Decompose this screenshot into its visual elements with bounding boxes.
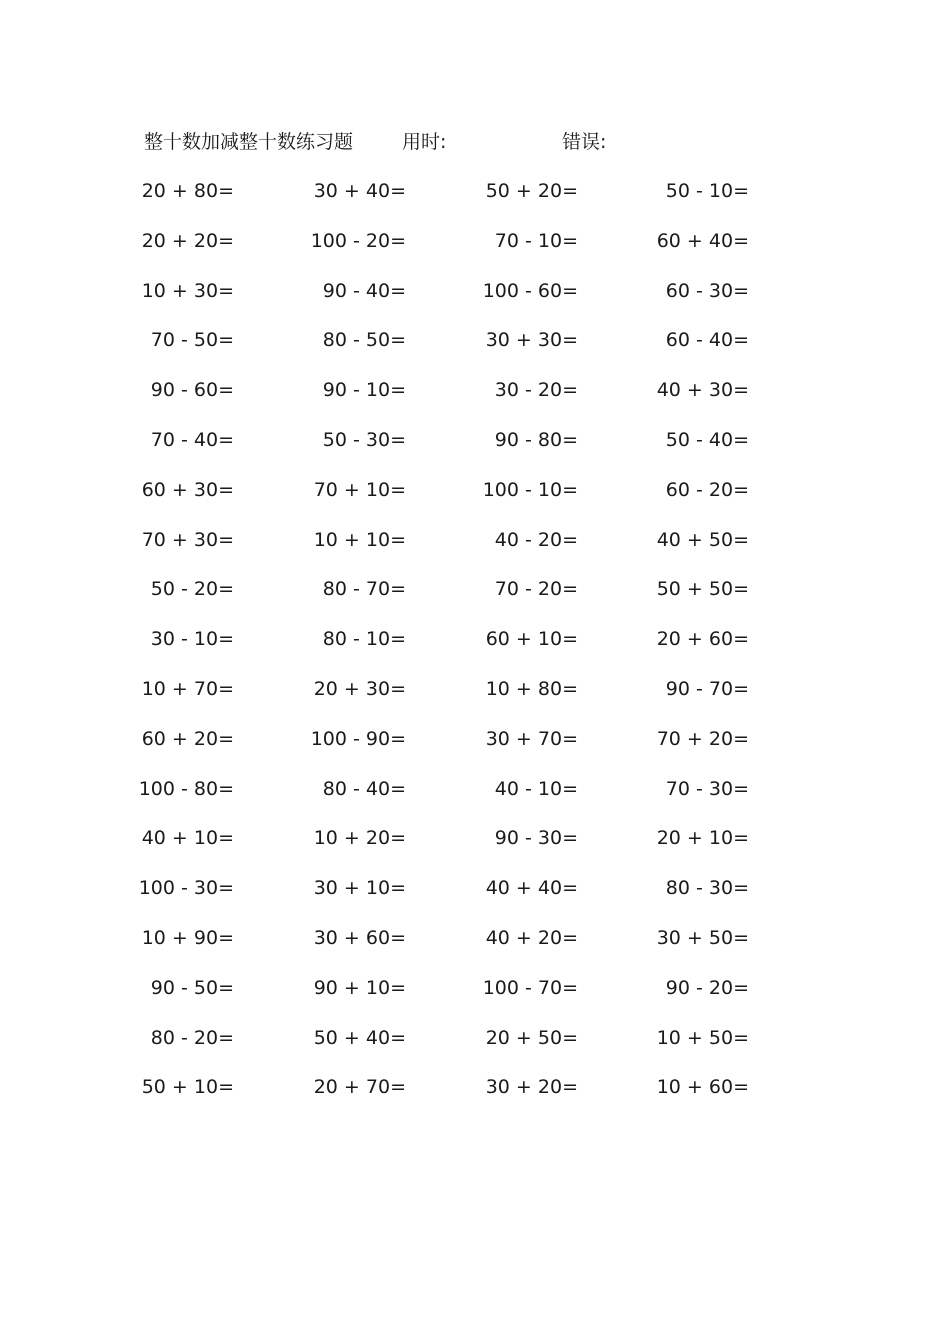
math-problem: 80 - 40= — [322, 777, 406, 800]
problem-row — [0, 227, 950, 277]
math-problem: 90 - 30= — [494, 827, 578, 850]
math-problem: 70 - 20= — [494, 578, 578, 601]
math-problem: 20 + 80= — [141, 180, 234, 202]
worksheet-title: 整十数加减整十数练习题 — [144, 131, 354, 153]
math-problem: 50 - 30= — [322, 428, 406, 451]
problem-row — [0, 625, 950, 675]
math-problem: 40 + 20= — [485, 926, 578, 949]
math-problem: 20 + 70= — [313, 1076, 406, 1099]
math-problem: 30 + 50= — [656, 926, 749, 949]
math-problem: 70 - 50= — [150, 329, 234, 352]
math-problem: 100 - 60= — [482, 279, 578, 302]
math-problem: 70 + 20= — [656, 727, 749, 750]
math-problem: 10 + 60= — [656, 1076, 749, 1099]
errors-label: 错误: — [562, 131, 607, 153]
problem-row — [0, 277, 950, 327]
math-problem: 70 - 30= — [665, 777, 749, 800]
math-problem: 40 - 10= — [494, 777, 578, 800]
math-problem: 100 - 20= — [310, 229, 406, 252]
problem-row — [0, 874, 950, 924]
math-problem: 10 + 50= — [656, 1026, 749, 1049]
problem-row — [0, 824, 950, 874]
math-problem: 10 + 20= — [313, 827, 406, 850]
math-problem: 20 + 10= — [656, 827, 749, 850]
math-problem: 100 - 30= — [138, 877, 234, 900]
problem-row — [0, 177, 950, 227]
math-problem: 40 - 20= — [494, 528, 578, 551]
math-problem: 80 - 50= — [322, 329, 406, 352]
problem-row — [0, 1073, 950, 1123]
math-problem: 40 + 50= — [656, 528, 749, 551]
math-problem: 100 - 90= — [310, 727, 406, 750]
math-problem: 60 + 40= — [656, 229, 749, 252]
math-problem: 40 + 40= — [485, 877, 578, 900]
math-problem: 90 + 10= — [313, 976, 406, 999]
math-problem: 40 + 10= — [141, 827, 234, 850]
math-problem: 50 - 40= — [665, 428, 749, 451]
math-problem: 80 - 10= — [322, 628, 406, 651]
math-problem: 10 + 70= — [141, 677, 234, 700]
math-problem: 20 + 20= — [141, 229, 234, 252]
math-problem: 10 + 80= — [485, 677, 578, 700]
math-problem: 30 + 60= — [313, 926, 406, 949]
math-problem: 90 - 60= — [150, 379, 234, 402]
problem-row — [0, 426, 950, 476]
math-problem: 50 + 10= — [141, 1076, 234, 1099]
math-problem: 100 - 80= — [138, 777, 234, 800]
math-problem: 50 + 50= — [656, 578, 749, 601]
math-problem: 90 - 10= — [322, 379, 406, 402]
math-problem: 30 + 70= — [485, 727, 578, 750]
math-problem: 70 - 10= — [494, 229, 578, 252]
math-problem: 30 + 40= — [313, 180, 406, 202]
math-problem: 40 + 30= — [656, 379, 749, 402]
math-problem: 50 - 20= — [150, 578, 234, 601]
math-problem: 20 + 60= — [656, 628, 749, 651]
math-problem: 10 + 30= — [141, 279, 234, 302]
math-problem: 50 - 10= — [665, 180, 749, 202]
math-problem: 70 - 40= — [150, 428, 234, 451]
math-problem: 90 - 80= — [494, 428, 578, 451]
problem-row — [0, 725, 950, 775]
problem-row — [0, 476, 950, 526]
math-problem: 10 + 90= — [141, 926, 234, 949]
problem-row — [0, 775, 950, 825]
problem-row — [0, 1024, 950, 1074]
problem-row — [0, 974, 950, 1024]
math-problem: 100 - 70= — [482, 976, 578, 999]
problem-row — [0, 675, 950, 725]
math-problem: 70 + 30= — [141, 528, 234, 551]
math-problem: 60 - 20= — [665, 478, 749, 501]
problem-grid — [0, 177, 950, 1123]
math-problem: 30 + 20= — [485, 1076, 578, 1099]
math-problem: 90 - 20= — [665, 976, 749, 999]
math-problem: 50 + 20= — [485, 180, 578, 202]
time-used-label: 用时: — [402, 131, 447, 153]
math-problem: 60 + 20= — [141, 727, 234, 750]
math-problem: 30 - 10= — [150, 628, 234, 651]
math-problem: 30 - 20= — [494, 379, 578, 402]
math-problem: 50 + 40= — [313, 1026, 406, 1049]
math-problem: 80 - 20= — [150, 1026, 234, 1049]
math-problem: 30 + 10= — [313, 877, 406, 900]
math-problem: 60 - 40= — [665, 329, 749, 352]
math-problem: 100 - 10= — [482, 478, 578, 501]
math-problem: 90 - 50= — [150, 976, 234, 999]
problem-row — [0, 924, 950, 974]
math-problem: 60 + 30= — [141, 478, 234, 501]
math-problem: 30 + 30= — [485, 329, 578, 352]
math-problem: 70 + 10= — [313, 478, 406, 501]
math-problem: 60 + 10= — [485, 628, 578, 651]
math-problem: 20 + 50= — [485, 1026, 578, 1049]
math-problem: 90 - 70= — [665, 677, 749, 700]
problem-row — [0, 376, 950, 426]
math-problem: 20 + 30= — [313, 677, 406, 700]
math-problem: 10 + 10= — [313, 528, 406, 551]
worksheet-header — [144, 128, 764, 156]
problem-row — [0, 326, 950, 376]
math-problem: 80 - 30= — [665, 877, 749, 900]
math-problem: 60 - 30= — [665, 279, 749, 302]
problem-row — [0, 526, 950, 576]
problem-row — [0, 575, 950, 625]
math-problem: 80 - 70= — [322, 578, 406, 601]
math-problem: 90 - 40= — [322, 279, 406, 302]
